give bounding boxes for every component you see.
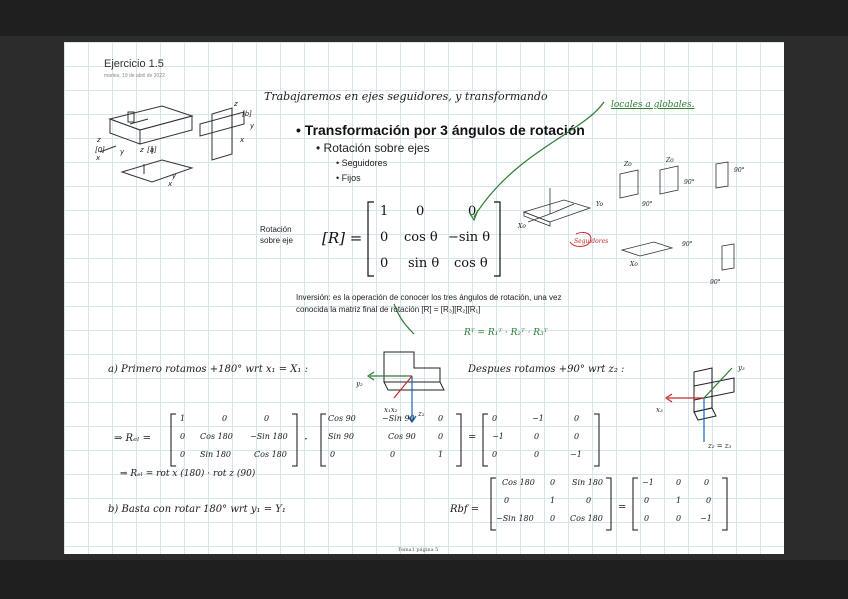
matrix-cell: −sin θ — [448, 230, 491, 245]
matrix-cell: −1 — [570, 450, 582, 459]
notebook-page — [64, 42, 784, 554]
matrix-cell: 0 — [492, 414, 498, 423]
matrix-cell: 1 — [676, 496, 682, 505]
matrix-cell: −1 — [532, 414, 544, 423]
matrix-cell: 0 — [534, 432, 540, 441]
seguidores-circle-label: Seguidores — [574, 238, 609, 245]
matrix-cell: 0 — [704, 478, 710, 487]
matrix-cell: 0 — [264, 414, 270, 423]
matrix-cell: 0 — [222, 414, 228, 423]
matrix-cell: −Sin 90 — [382, 414, 415, 423]
label-z2z3: z₂ = z₃ — [708, 442, 732, 450]
matrix-cell: 0 — [644, 514, 650, 523]
rot-label-90c: 90° — [734, 167, 745, 174]
part-a-line-2: Despues rotamos +90° wrt z₂ : — [468, 364, 625, 375]
matrix-cell: cos θ — [404, 230, 438, 245]
part-a-line: a) Primero rotamos +180° wrt x₁ = X₁ : — [108, 364, 308, 375]
figure-label-o: [0] — [95, 146, 105, 154]
bullet-seguidores: • Seguidores — [336, 158, 388, 168]
label-x1x2: x₁x₂ — [384, 406, 398, 414]
rrel-formula: ⇒ Rₑₗ = rot x (180) · rot z (90) — [120, 469, 256, 479]
matrix-equals: = — [468, 432, 477, 443]
figure-label-x1: x — [96, 154, 101, 162]
label-z2: z₂ — [418, 410, 425, 418]
matrix-rot-y — [490, 476, 612, 532]
matrix-cell: sin θ — [408, 256, 440, 271]
figure-label-x4: x — [168, 180, 173, 188]
slide-subheading: • Rotación sobre ejes — [316, 141, 430, 155]
matrix-cell: 0 — [416, 204, 425, 219]
rbf-label: Rbf = — [450, 504, 480, 515]
matrix-cell: 0 — [180, 432, 186, 441]
matrix-cell: −Sin 180 — [250, 432, 288, 441]
rot-label-yo: Yo — [596, 201, 604, 208]
matrix-cell: −1 — [492, 432, 504, 441]
rotation-label-2: sobre eje — [260, 236, 293, 245]
matrix-cell: −1 — [642, 478, 654, 487]
label-y3: y₃ — [738, 364, 745, 372]
rot-label-90b: 90° — [684, 179, 695, 186]
matrix-cell: 1 — [180, 414, 186, 423]
matrix-cell: Sin 90 — [328, 432, 354, 441]
matrix-rbf-result — [632, 476, 728, 532]
matrix-cell: Sin 180 — [572, 478, 604, 487]
matrix-cell: Cos 180 — [502, 478, 535, 487]
figure-label-z1: z — [97, 136, 101, 144]
viewer-top-bar — [0, 0, 848, 36]
matrix-cell: 0 — [468, 204, 477, 219]
part-b-line: b) Basta con rotar 180° wrt y₁ = Y₁ — [108, 504, 286, 515]
matrix-cell: 0 — [380, 256, 389, 271]
matrix-rot-x — [170, 412, 298, 468]
matrix-cell: 0 — [550, 514, 556, 523]
part-a-sketch-2 — [654, 358, 764, 458]
matrix-cell: 0 — [534, 450, 540, 459]
bullet-seguidores-text: Seguidores — [341, 158, 388, 168]
matrix-cell: 0 — [492, 450, 498, 459]
matrix-cell: 0 — [180, 450, 186, 459]
matrix-cell: −Sin 180 — [496, 514, 534, 523]
figure-label-b: [b] — [242, 110, 252, 118]
matrix-cell: 0 — [330, 450, 336, 459]
bullet-fijos-text: Fijos — [341, 173, 361, 183]
matrix-cell: 1 — [550, 496, 556, 505]
matrix-cell: 0 — [706, 496, 712, 505]
intro-handwriting: Trabajaremos en ejes seguidores, y transformando — [264, 90, 548, 103]
matrix-cell: cos θ — [454, 256, 488, 271]
matrix-cell: 0 — [390, 450, 396, 459]
figure-label-x3: x — [240, 136, 245, 144]
figure-label-a: [a] — [147, 146, 157, 154]
inversion-line-2: conocida la matriz final de rotación [R] = [R₃][R₂][R₁] — [296, 305, 481, 314]
matrix-cell: 0 — [504, 496, 510, 505]
matrix-rot-z — [320, 412, 462, 468]
slide-heading-text: Transformación por 3 ángulos de rotación — [304, 122, 585, 138]
matrix-cell: 0 — [438, 432, 444, 441]
slide-heading: • Transformación por 3 ángulos de rotación — [296, 122, 585, 138]
rot-label-z: Zo — [624, 161, 632, 168]
matrix-cell: 0 — [676, 478, 682, 487]
matrix-cell: Cos 180 — [570, 514, 603, 523]
slide-subheading-text: Rotación sobre ejes — [323, 141, 430, 155]
figure-label-y3: y — [250, 122, 255, 130]
matrix-cell: 0 — [380, 230, 389, 245]
label-x3: x₃ — [656, 406, 663, 414]
rrel-label: ⇒ Rₑₗ = — [114, 433, 151, 444]
rot-label-z2: Zo — [666, 157, 674, 164]
page-footer: Tema1 página 5 — [398, 547, 439, 553]
matrix-cell: 0 — [586, 496, 592, 505]
rot-label-90a: 90° — [642, 201, 653, 208]
matrix-cell: Cos 90 — [388, 432, 416, 441]
matrix-cell: 0 — [574, 432, 580, 441]
viewer-bottom-bar — [0, 560, 848, 599]
inversion-line-1: Inversión: es la operación de conocer los tres ángulos de rotación, una vez — [296, 293, 562, 302]
matrix-cell: Cos 180 — [254, 450, 287, 459]
figure-label-z3: z — [234, 100, 238, 108]
matrix-cell: 0 — [550, 478, 556, 487]
matrix-cell: 1 — [438, 450, 444, 459]
page-title: Ejercicio 1.5 — [104, 58, 164, 70]
matrix-cell: Cos 90 — [328, 414, 356, 423]
rotation-label-1: Rotación — [260, 225, 292, 234]
figure-label-y4: y — [172, 172, 177, 180]
matrix-cell: Cos 180 — [200, 432, 233, 441]
rot-label-90d: 90° — [682, 241, 693, 248]
matrix-dot: · — [304, 432, 308, 446]
figure-label-z2: z — [140, 146, 144, 154]
page-date: martes, 19 de abril de 2022 — [104, 73, 165, 79]
matrix-cell: Sin 180 — [200, 450, 232, 459]
matrix-cell: 0 — [574, 414, 580, 423]
matrix-cell: 1 — [380, 204, 389, 219]
rot-label-xo: Xo — [518, 223, 526, 230]
matrix-cell: 0 — [644, 496, 650, 505]
bullet-fijos: • Fijos — [336, 173, 361, 183]
matrix-equals-b: = — [618, 502, 627, 513]
matrix-cell: 0 — [438, 414, 444, 423]
matrix-lhs: [R] = — [322, 229, 363, 247]
label-y2: y₂ — [356, 380, 363, 388]
rot-label-xo2: Xo — [630, 261, 638, 268]
matrix-result — [482, 412, 600, 468]
matrix-cell: 0 — [676, 514, 682, 523]
transpose-note: Rᵀ = R₁ᵀ · R₂ᵀ · R₃ᵀ — [464, 328, 548, 338]
matrix-cell: −1 — [700, 514, 712, 523]
figure-label-y1: y — [120, 148, 125, 156]
rot-label-90e: 90° — [710, 279, 721, 286]
intro-handwriting-green: locales a globales. — [611, 100, 695, 110]
